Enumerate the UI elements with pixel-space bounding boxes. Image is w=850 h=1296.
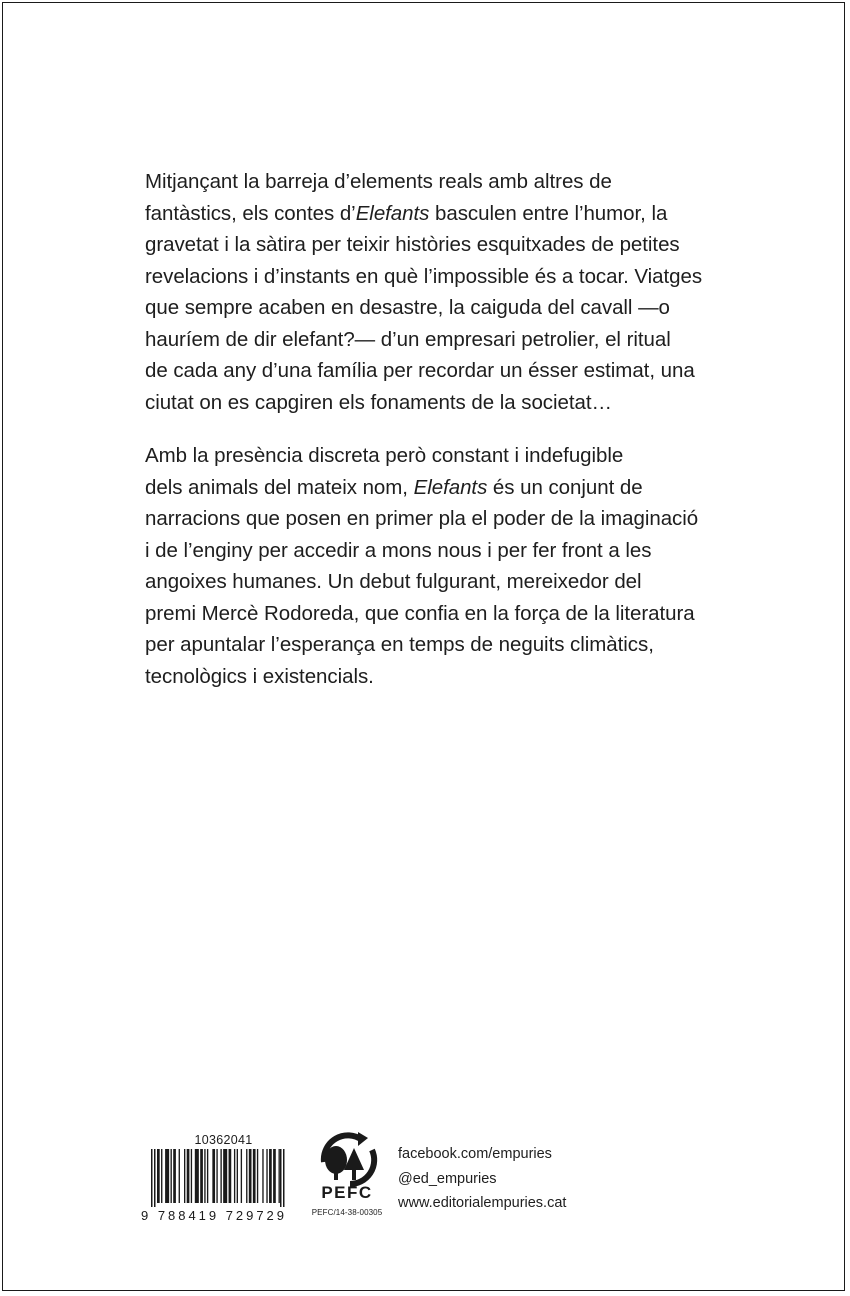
barcode-bar — [273, 1149, 276, 1203]
barcode-bar — [151, 1149, 153, 1207]
barcode-bar — [154, 1149, 156, 1207]
pefc-certificate-code: PEFC/14-38-00305 — [311, 1208, 383, 1217]
barcode-bar — [187, 1149, 190, 1203]
barcode-bar — [171, 1149, 172, 1203]
barcode-bar — [204, 1149, 205, 1203]
blurb-line: dels animals del mateix nom, Elefants és un conjunt de — [145, 475, 643, 499]
barcode-bar — [269, 1149, 272, 1203]
product-code: 10362041 — [194, 1133, 253, 1147]
barcode-bar — [229, 1149, 232, 1203]
book-title-italic: Elefants — [413, 475, 488, 499]
barcode-bar — [253, 1149, 256, 1203]
blurb-line: tecnològics i existencials. — [145, 664, 374, 688]
barcode-bar — [279, 1149, 280, 1203]
barcode-bar — [257, 1149, 258, 1203]
barcode-bar — [237, 1149, 238, 1203]
blurb-line: ciutat on es capgiren els fonaments de la societat… — [145, 390, 612, 414]
barcode-bar — [173, 1149, 176, 1203]
barcode-bar — [280, 1149, 282, 1207]
blurb-line: hauríem de dir elefant?— d’un empresari petrolier, el ritual — [145, 327, 671, 351]
book-title-italic: Elefants — [355, 201, 430, 225]
blurb-line: premi Mercè Rodoreda, que confia en la força de la literatura — [145, 601, 695, 625]
blurb-line: revelacions i d’instants en què l’impossible és a tocar. Viatges — [145, 264, 703, 288]
blurb-paragraph-2 — [145, 440, 715, 692]
barcode-bar — [246, 1149, 247, 1203]
blurb-line: i de l’enginy per accedir a mons nous i per fer front a les — [145, 538, 652, 562]
barcode-bar — [157, 1149, 160, 1203]
blurb-line: angoixes humanes. Un debut fulgurant, mereixedor del — [145, 570, 642, 593]
publisher-contacts — [398, 1142, 566, 1216]
barcode-bar — [212, 1149, 215, 1203]
barcode-bar — [184, 1149, 185, 1203]
barcode-bar — [266, 1149, 267, 1203]
barcode-bar — [191, 1149, 192, 1203]
blurb-line: Mitjançant la barreja d’elements reals amb altres de — [145, 170, 612, 193]
barcode-bar — [234, 1149, 235, 1203]
blurb-line: Amb la presència discreta però constant i indefugible — [145, 444, 624, 467]
blurb-line: de cada any d’una família per recordar un ésser estimat, una — [145, 359, 695, 382]
barcode-bar — [207, 1149, 208, 1203]
blurb-paragraph-1 — [145, 166, 715, 418]
website-link[interactable]: www.editorialempuries.cat — [398, 1195, 567, 1211]
barcode-bar — [195, 1149, 199, 1203]
blurb-line: gravetat i la sàtira per teixir històries esquitxades de petites — [145, 233, 680, 256]
pefc-logo-text: PEFC — [321, 1183, 373, 1202]
blurb-line: per apuntalar l’esperança en temps de neguits climàtics, — [145, 633, 654, 656]
barcode-bar — [241, 1149, 242, 1203]
facebook-link[interactable]: facebook.com/empuries — [398, 1146, 552, 1162]
back-cover-blurb — [145, 166, 715, 692]
blurb-line: que sempre acaben en desastre, la caiguda del cavall —o — [145, 296, 670, 319]
pefc-certification — [310, 1124, 384, 1217]
barcode-bar — [200, 1149, 203, 1203]
barcode-bar — [179, 1149, 180, 1203]
barcode-bar — [216, 1149, 217, 1203]
barcode-bar — [262, 1149, 263, 1203]
isbn-digits: 9 788419 729729 — [141, 1208, 284, 1223]
blurb-line: fantàstics, els contes d’Elefants basculen entre l’humor, la — [145, 201, 668, 225]
blurb-line: narracions que posen en primer pla el poder de la imaginació — [145, 507, 699, 530]
barcode-bar — [220, 1149, 221, 1203]
isbn-barcode-block — [141, 1132, 286, 1223]
barcode-bar — [283, 1149, 285, 1207]
barcode-bar — [223, 1149, 227, 1203]
social-handle[interactable]: @ed_empuries — [398, 1170, 497, 1187]
barcode-bar — [161, 1149, 162, 1203]
barcode-icon — [141, 1149, 286, 1223]
barcode-bar — [249, 1149, 252, 1203]
barcode-bar — [165, 1149, 169, 1203]
pefc-trees-logo-icon — [310, 1124, 384, 1202]
